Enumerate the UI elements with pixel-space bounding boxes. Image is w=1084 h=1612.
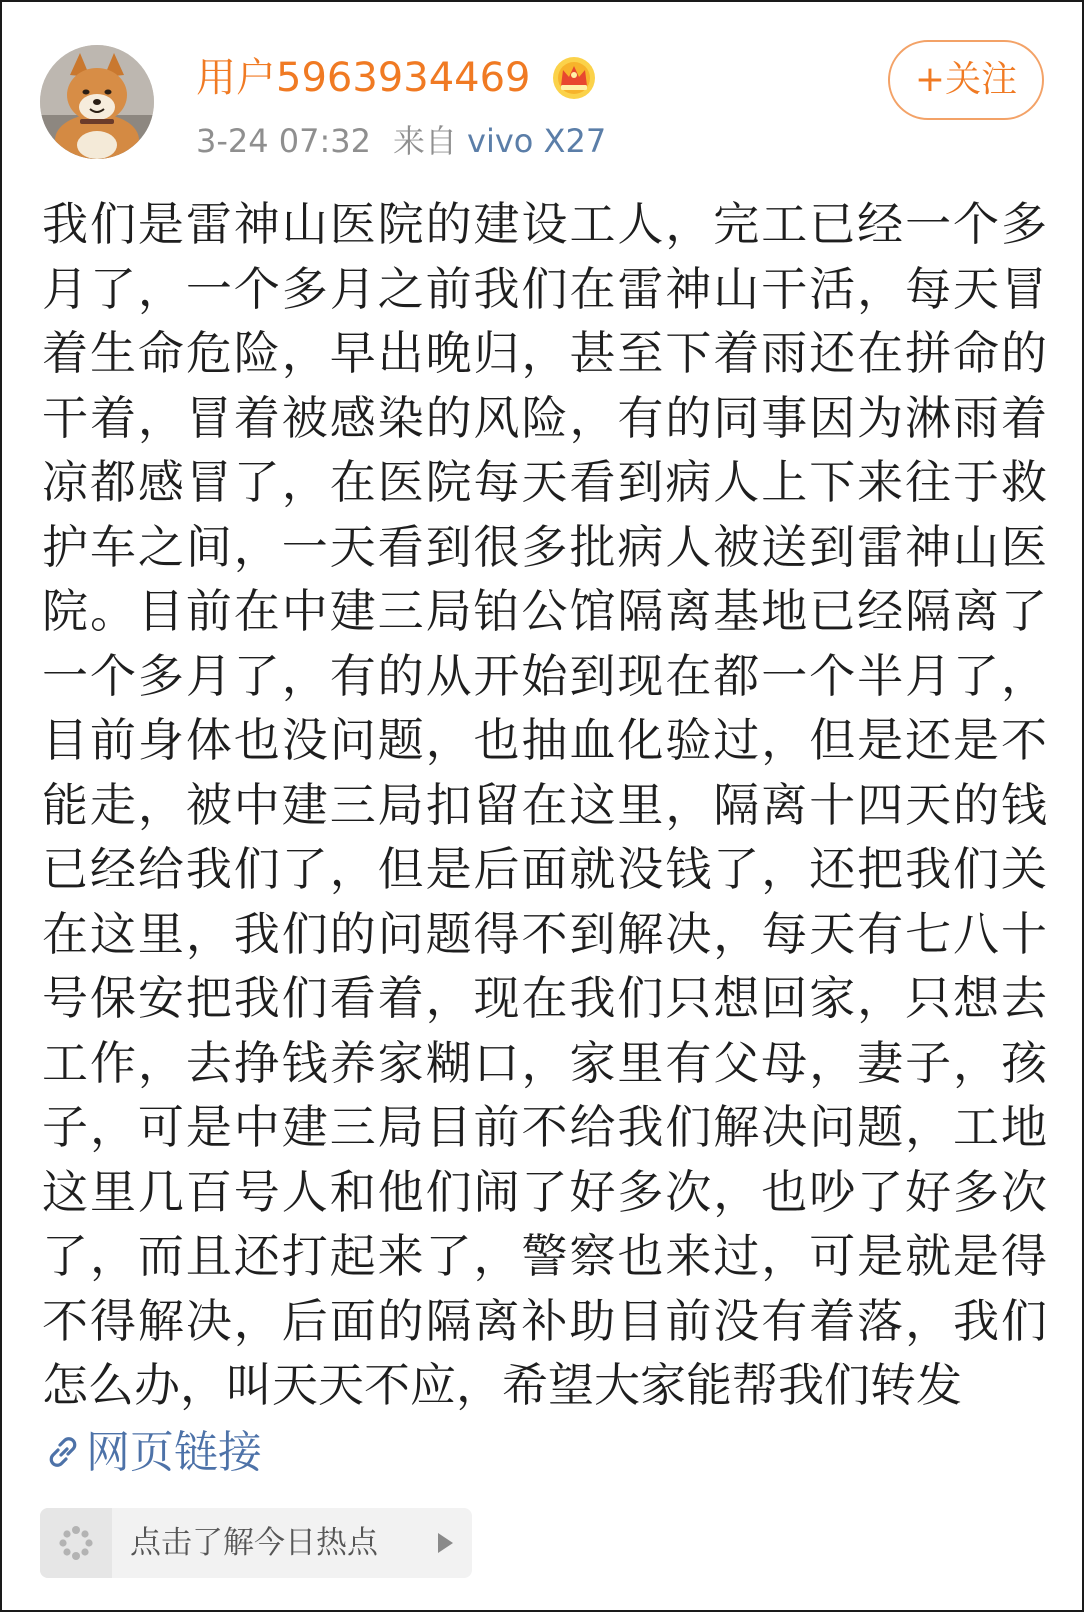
hot-topics-card[interactable] bbox=[40, 1508, 472, 1578]
post-time: 3-24 07:32 bbox=[196, 122, 372, 160]
spinner-icon bbox=[57, 1524, 95, 1562]
post-meta bbox=[196, 117, 606, 165]
link-icon bbox=[44, 1433, 82, 1471]
play-icon bbox=[436, 1532, 454, 1554]
web-link[interactable] bbox=[44, 1422, 262, 1484]
device-link[interactable]: vivo X27 bbox=[467, 122, 607, 160]
hot-topics-label: 点击了解今日热点 bbox=[130, 1525, 378, 1561]
web-link-label: 网页链接 bbox=[86, 1427, 262, 1478]
follow-button[interactable]: +关注 bbox=[888, 40, 1044, 120]
crown-icon bbox=[551, 55, 597, 101]
source-label: 来自 bbox=[393, 122, 458, 160]
username[interactable]: 用户5963934469 bbox=[196, 55, 531, 101]
post-text: 我们是雷神山医院的建设工人，完工已经一个多月了，一个多月之前我们在雷神山干活，每天冒着生命危险，早出晚归，甚至下着雨还在拼命的干着，冒着被感染的风险，有的同事因为淋雨着凉都感冒了，在医院每天看到病人上下来往于救护车之间，一天看到很多批病人被送到雷神山医院。目前在中建三局铂公馆隔离基地已经隔离了一个多月了，有的从开始到现在都一个半月了，目前身体也没问题，也抽血化验过，但是还是不能走，被中建三局扣留在这里，隔离十四天的钱已经给我们了，但是后面就没钱了，还把我们关在这里，我们的问题得不到解决，每天有七八十号保安把我们看着，现在我们只想回家，只想去工作，去挣钱养家糊口，家里有父母，妻子，孩子，可是中建三局目前不给我们解决问题，工地这里几百号人和他们闹了好多次，也吵了好多次了，而且还打起来了，警察也来过，可是就是得不得解决，后面的隔离补助目前没有着落，我们怎么办，叫天天不应，希望大家能帮我们转发 bbox=[42, 197, 1047, 1412]
user-avatar[interactable] bbox=[40, 45, 154, 159]
hot-icon-box bbox=[40, 1508, 112, 1578]
shiba-dog-avatar-icon bbox=[40, 45, 154, 159]
